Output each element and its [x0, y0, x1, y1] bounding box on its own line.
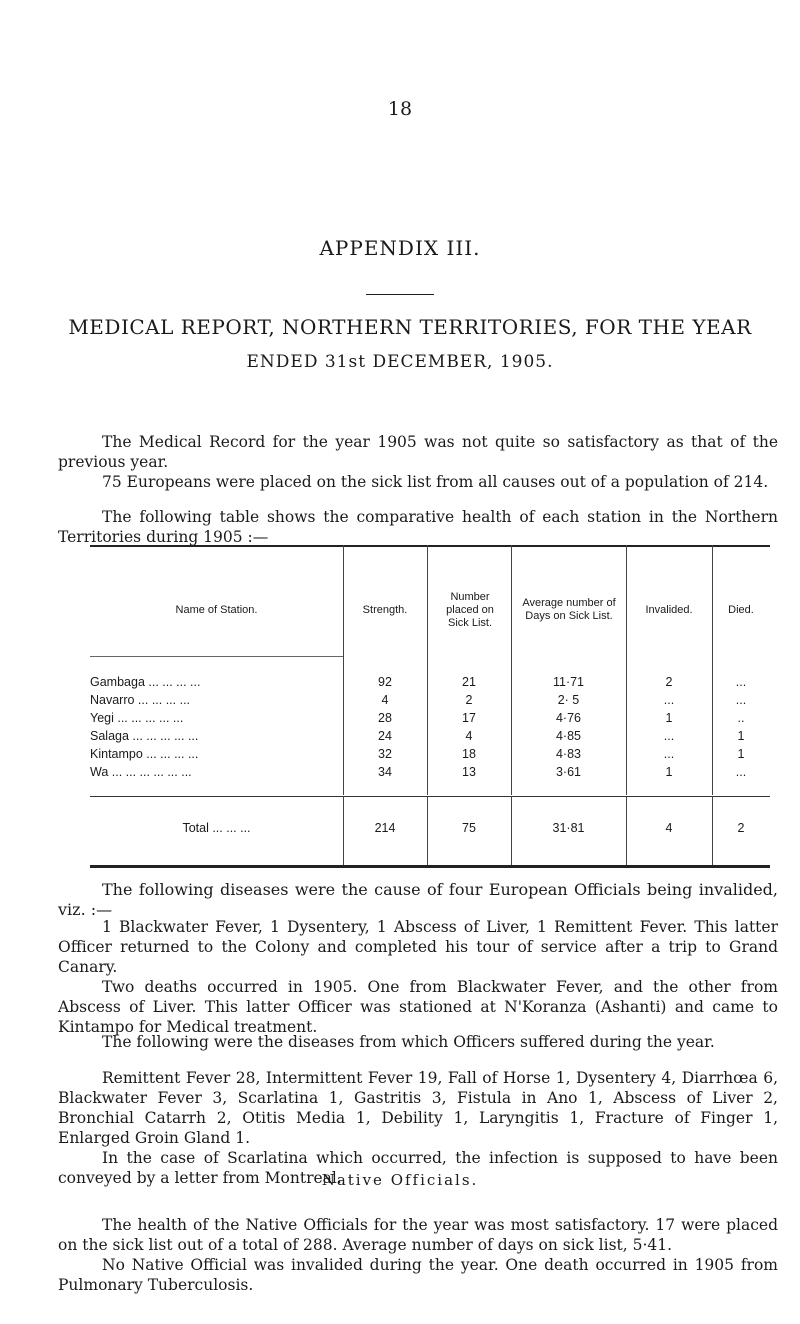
- intro-para3: The following table shows the comparative health of each station in the Northern Territories during 1905 :—: [58, 508, 778, 546]
- table-intro-paragraph: [58, 507, 778, 547]
- station-died: 1: [737, 729, 745, 743]
- table-bottom-rule: [90, 865, 770, 868]
- diseases-intro-text: The following diseases were the cause of four European Officials being invalided, viz. :—: [58, 880, 778, 919]
- station-invalided: ...: [663, 693, 675, 707]
- total-invalided: 4: [665, 821, 673, 835]
- table-top-rule: [90, 545, 770, 547]
- station-strength: 34: [378, 765, 392, 779]
- total-strength: 214: [374, 821, 396, 835]
- station-name: Salaga ... ... ... ... ...: [90, 729, 199, 743]
- title-divider: [366, 294, 434, 295]
- report-title-line1: MEDICAL REPORT, NORTHERN TERRITORIES, FOR THE YEAR: [68, 315, 752, 339]
- station-invalided: 1: [665, 711, 673, 725]
- suffered-intro: [58, 1032, 778, 1052]
- station-name: Yegi ... ... ... ... ...: [90, 711, 184, 725]
- station-died: ...: [735, 693, 747, 707]
- station-avg-days: 2· 5: [557, 693, 580, 707]
- station-avg-days: 4·83: [555, 747, 582, 761]
- header-average-days: Average number of Days on Sick List.: [522, 597, 616, 622]
- header-strength: Strength.: [362, 603, 408, 616]
- intro-para2: 75 Europeans were placed on the sick list from all causes out of a population of 214.: [102, 473, 769, 491]
- station-died: ...: [735, 765, 747, 779]
- station-strength: 4: [381, 693, 389, 707]
- station-sick: 13: [462, 765, 476, 779]
- station-avg-days: 4·85: [555, 729, 582, 743]
- report-title-line2: ENDED 31st DECEMBER, 1905.: [246, 352, 554, 372]
- station-name: Navarro ... ... ... ...: [90, 693, 191, 707]
- intro-para1: The Medical Record for the year 1905 was not quite so satisfactory as that of the previous year.: [58, 433, 778, 471]
- station-strength: 28: [378, 711, 392, 725]
- header-underline: [90, 656, 343, 658]
- station-sick: 18: [462, 747, 476, 761]
- station-health-table-total: [90, 796, 770, 868]
- station-sick: 2: [465, 693, 473, 707]
- station-invalided: 1: [665, 765, 673, 779]
- station-died: 1: [737, 747, 745, 761]
- station-health-table: [90, 545, 770, 795]
- station-invalided: ...: [663, 747, 675, 761]
- native-para1: The health of the Native Officials for the year was most satisfactory. 17 were placed on the sick list out of a total of 288. Average number of days on sick list, 5·41.: [58, 1216, 778, 1254]
- station-name: Wa ... ... ... ... ... ...: [90, 765, 192, 779]
- station-died: ...: [735, 675, 747, 689]
- station-died: ..: [737, 711, 745, 725]
- station-strength: 92: [378, 675, 392, 689]
- diseases-para2: Two deaths occurred in 1905. One from Blackwater Fever, and the other from Abscess of Liver. This latter Officer was stationed at N'Koranza (Ashanti) and came to Kintampo for Medical treatment.: [58, 978, 778, 1036]
- diseases-intro: [58, 880, 778, 920]
- station-name: Kintampo ... ... ... ...: [90, 747, 199, 761]
- total-died: 2: [737, 821, 745, 835]
- header-sick-list: Number placed on Sick List.: [446, 590, 494, 629]
- appendix-title: APPENDIX III.: [319, 236, 481, 260]
- native-paragraphs: [58, 1215, 778, 1295]
- header-station: Name of Station.: [175, 603, 258, 616]
- total-label: Total ... ... ...: [182, 821, 251, 835]
- station-strength: 32: [378, 747, 392, 761]
- total-avg-days: 31·81: [552, 821, 585, 835]
- native-para2: No Native Official was invalided during the year. One death occurred in 1905 from Pulmonary Tuberculosis.: [58, 1256, 778, 1294]
- station-avg-days: 3·61: [555, 765, 582, 779]
- station-strength: 24: [378, 729, 392, 743]
- station-invalided: ...: [663, 729, 675, 743]
- page-number: 18: [387, 98, 413, 120]
- station-name: Gambaga ... ... ... ...: [90, 675, 201, 689]
- diseases-paragraphs: [58, 917, 778, 1037]
- station-avg-days: 4·76: [555, 711, 582, 725]
- intro-paragraph: [58, 432, 778, 492]
- total-sick: 75: [462, 821, 476, 835]
- header-died: Died.: [728, 603, 754, 616]
- station-invalided: 2: [665, 675, 673, 689]
- station-sick: 4: [465, 729, 473, 743]
- suffered-intro-text: The following were the diseases from which Officers suffered during the year.: [102, 1033, 715, 1051]
- suffered-para1: Remittent Fever 28, Intermittent Fever 19, Fall of Horse 1, Dysentery 4, Diarrhœa 6, Blackwater Fever 3, Scarlatina 1, Gastritis 3, Fistula in Ano 1, Abscess of Liver 2, Bronchial Catarrh 2, Otitis Media 1, Debility 1, Laryngitis 1, Fracture of Finger 1, Enlarged Groin Gland 1.: [58, 1069, 778, 1147]
- station-sick: 17: [462, 711, 476, 725]
- header-invalided: Invalided.: [645, 603, 693, 616]
- diseases-para1: 1 Blackwater Fever, 1 Dysentery, 1 Abscess of Liver, 1 Remittent Fever. This latter Officer returned to the Colony and completed his tour of service after a trip to Grand Canary.: [58, 918, 778, 976]
- station-sick: 21: [462, 675, 476, 689]
- suffered-paragraphs: [58, 1068, 778, 1188]
- total-top-rule: [90, 796, 770, 797]
- native-officials-heading: Native Officials.: [321, 1171, 479, 1189]
- suffered-para2: In the case of Scarlatina which occurred, the infection is supposed to have been conveyed by a letter from Montreal.: [58, 1149, 778, 1187]
- station-avg-days: 11·71: [552, 675, 585, 689]
